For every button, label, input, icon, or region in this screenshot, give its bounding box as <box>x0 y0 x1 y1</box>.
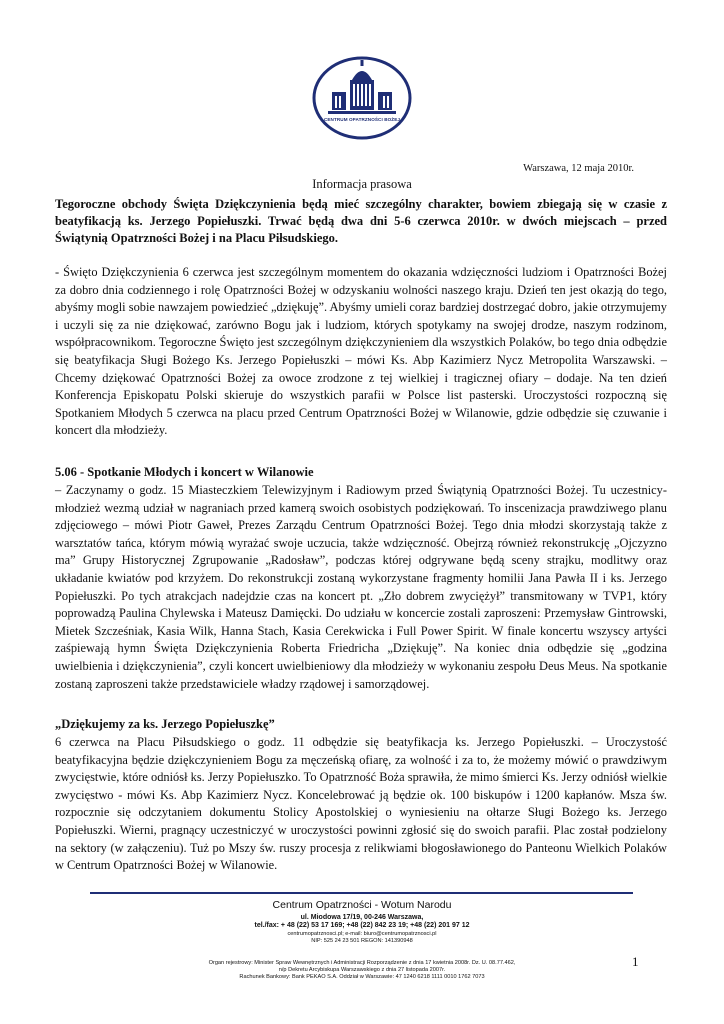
centrum-opatrznosci-logo <box>312 56 412 140</box>
page-number: 1 <box>632 954 639 969</box>
footer-org-name: Centrum Opatrzności - Wotum Narodu <box>272 899 452 911</box>
footer-phones: tel./fax: + 48 (22) 53 17 169; +48 (22) 842 23 19; +48 (22) 201 97 12 <box>254 922 470 929</box>
temple-logo-icon <box>312 56 412 140</box>
footer-registry-line1: Organ rejestrowy: Minister Spraw Wewnętrznych i Administracji Rozporządzenie z dnia 17 kwietnia 2008r. Dz. U. 08.77.462, <box>208 960 516 966</box>
section-youth-meeting-title: 5.06 - Spotkanie Młodych i koncert w Wilanowie <box>55 465 314 479</box>
footer-divider <box>90 892 633 894</box>
footer-registry-line2: n/p Dekretu Arcybiskupa Warszawskiego z dnia 27 listopada 2007r. <box>278 966 446 973</box>
intro-paragraph: - Święto Dziękczynienia 6 czerwca jest szczególnym momentem do okazania wdzięczności ludziom i Opatrzności Bożej za dobro dnia codziennego i rolę Opatrzności Bożej w odzyskaniu wolności naszego kraju. Dzień ten jest okazją do tego, abyśmy mogli sobie nawzajem powiedzieć „dziękuję”. Abyśmy umieli coraz bardziej dostrzegać dobro, jakie otrzymujemy i uczyli się za nie dziękować, zarówno Bogu jak i ludziom, których spotykamy na swojej drodze, naszym rodzinom, współpracownikom. Tegoroczne Święto jest szczególnym dziękczynieniem dla wszystkich Polaków, bo tego dnia odbędzie się beatyfikacja Sługi Bożego Ks. Jerzego Popiełuszki – mówi Ks. Abp Kazimierz Nycz Metropolita Warszawski. – Chcemy dziękować Opatrzności Bożej za owoce zrodzone z tej wielkiej i tragicznej ofiary – dodaje. Na ten dzień Konferencja Episkopatu Polski skieruje do wszystkich parafii w Polsce list pasterski. Uroczystości rozpoczną się Spotkaniem Młodych 5 czerwca na placu przed Centrum Opatrzności Bożej w Wilanowie, gdzie odbędzie się czuwanie i koncert dla młodzieży. <box>55 265 667 438</box>
footer-web: centrumopatrznosci.pl; e-mail: biuro@centrumopatrznosci.pl <box>287 931 437 937</box>
footer-ids: NIP: 525 24 23 501 REGON: 141390948 <box>311 937 413 944</box>
logo-text: CENTRUM OPATRZNOŚCI BOŻEJ <box>323 117 401 122</box>
footer-registry <box>0 960 724 980</box>
footer-contact <box>0 914 724 930</box>
section-beatification-title: „Dziękujemy za ks. Jerzego Popiełuszkę” <box>55 717 275 731</box>
footer-web-ids <box>0 931 724 945</box>
footer-address: ul. Miodowa 17/19, 00-246 Warszawa, <box>300 914 424 921</box>
press-release-headline: Tegoroczne obchody Święta Dziękczynienia będą mieć szczególny charakter, bowiem zbiegają się w czasie z beatyfikacją ks. Jerzego Popiełuszki. Trwać będą dwa dni 5-6 czerwca 2010r. w dwóch miejscach – przed Świątynią Opatrzności Bożej i na Placu Piłsudskiego. <box>55 197 667 245</box>
section-beatification-text: 6 czerwca na Placu Piłsudskiego o godz. 11 odbędzie się beatyfikacja ks. Jerzego Popiełuszki. – Uroczystość beatyfikacyjna będzie dziękczynieniem Bogu za męczeńską ofiarę, za wolność i za to, że możemy mówić o prawdziwym zwycięstwie, które odniósł ks. Jerzy Popiełuszko. To Opatrzność Boża sprawiła, że mimo śmierci Ks. Jerzy odniósł wielkie zwycięstwo - mówi Ks. Abp Kazimierz Nycz. Koncelebrować ją będzie ok. 100 biskupów i 1200 kapłanów. Msza św. rozpocznie się odczytaniem dokumentu Stolicy Apostolskiej o wyniesieniu na ołtarze Sługi Bożego ks. Jerzego Popiełuszki. Wierni, pragnący uczestniczyć w uroczystości powinni zgłosić się do swoich parafii. Plac został podzielony na sektory (w załączeniu). Tuż po Mszy św. ruszy procesja z relikwiami błogosławionego do Panteonu Wielkich Polaków w Centrum Opatrzności Bożej w Wilanowie. <box>55 735 667 873</box>
document-type-title: Informacja prasowa <box>312 177 412 191</box>
section-youth-meeting-text: – Zaczynamy o godz. 15 Miasteczkiem Telewizyjnym i Radiowym przed Świątynią Opatrzności Bożej. Tu uczestnicy-młodzież wezmą udział w nagraniach przed kamerą swoich osobistych podziękowań. To inscenizacja prawdziwego planu zdjęciowego – mówi Piotr Gaweł, Prezes Zarządu Centrum Opatrzności Bożej. Tego dnia młodzi skorzystają także z warsztatów tańca, którym mówią wyrażać swoje uczucia, także wdzięczność. Obejrzą również rekonstrukcję „Ojczyzno ma” Grupy Historycznej Zgrupowanie „Radosław”, podczas której odgrywane będą sceny strajku, modlitwy oraz układanie kwiatów pod krzyżem. Do rekonstrukcji zostaną wykorzystane fragmenty homilii Jana Pawła II i ks. Jerzego Popiełuszki. Po tych atrakcjach nadejdzie czas na koncert pt. „Zło dobrem zwyciężył” transmitowany w TVP1, który poprowadzą Paulina Chylewska i Mateusz Damięcki. Do udziału w koncercie zostali zaproszeni: Przemysław Gintrowski, Mietek Szcześniak, Kasia Wilk, Hanna Stach, Kasia Cerekwicka i Full Power Spirit. W finale koncertu wszyscy artyści zaśpiewają hymn Święta Dziękczynienia Roberta Friedricha „Dziękuję”. Na koniec dnia odbędzie się „godzina uwielbienia i dziękczynienia”, czyli koncert uwielbieniowy dla młodzieży w wykonaniu zespołu Deus Meus. Na spotkanie zostaną zaproszeni także przedstawiciele władzy rządowej i samorządowej. <box>55 483 667 691</box>
document-date: Warszawa, 12 maja 2010r. <box>523 163 634 174</box>
footer-bank: Rachunek Bankowy: Bank PEKAO S.A. Oddział w Warszawie: 47 1240 6218 1111 0010 1762 7073 <box>239 973 485 980</box>
